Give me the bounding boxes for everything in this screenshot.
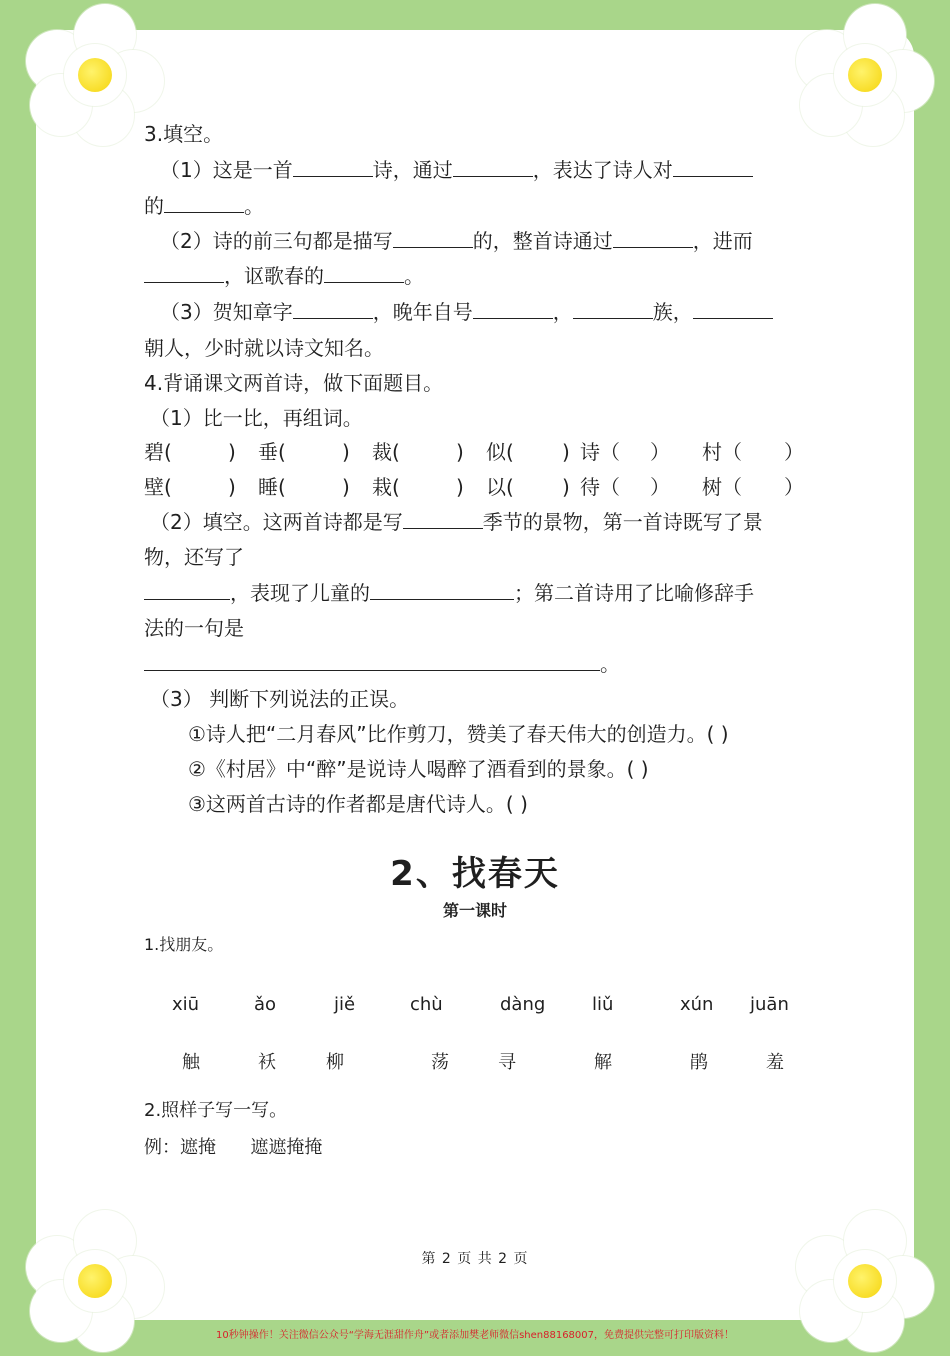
section4-sub3: （3） 判断下列说法的正误。: [150, 687, 410, 711]
section3-q3-line2: 朝人，少时就以诗文知名。: [144, 336, 384, 360]
pinyin: juān: [750, 994, 789, 1015]
section4-sub1: （1）比一比，再组词。: [150, 406, 363, 430]
blank[interactable]: [393, 227, 473, 248]
blank[interactable]: [370, 579, 514, 600]
blank[interactable]: [293, 156, 373, 177]
section4-sub2-line3: ，表现了儿童的 ；第二首诗用了比喻修辞手: [144, 579, 754, 607]
pinyin: xiū: [172, 994, 200, 1015]
judge-item-2: ②《村居》中“醉”是说诗人喝醉了酒看到的景象。( ): [188, 757, 649, 781]
section3-q3-line1: （3）贺知章字 ，晚年自号 ， 族，: [160, 298, 773, 326]
lesson-q2: 2.照样子写一写。: [144, 1100, 288, 1121]
blank[interactable]: [144, 650, 600, 671]
blank[interactable]: [473, 298, 553, 319]
section4-sub2-line1: （2）填空。这两首诗都是写 季节的景物，第一首诗既写了景: [150, 510, 763, 534]
judge-item-3: ③这两首古诗的作者都是唐代诗人。( ): [188, 792, 528, 816]
blank[interactable]: [693, 298, 773, 319]
blank[interactable]: [144, 262, 224, 283]
character: 寻: [498, 1052, 516, 1073]
flower-top-right: [790, 0, 940, 150]
blank[interactable]: [144, 579, 230, 600]
pinyin: liǔ: [592, 994, 614, 1015]
section3-heading: 3.填空。: [144, 122, 224, 146]
character: 鹃: [690, 1052, 708, 1073]
blank[interactable]: [164, 192, 244, 213]
section4-sub2-line4: 法的一句是: [144, 616, 244, 640]
section4-sub2-line5: 。: [144, 650, 620, 678]
section4-sub2-line2: 物，还写了: [144, 545, 244, 569]
character: 羞: [766, 1052, 784, 1073]
pinyin: jiě: [334, 994, 356, 1015]
page-number: 第 2 页 共 2 页: [421, 1251, 529, 1267]
blank[interactable]: [613, 227, 693, 248]
character: 柳: [326, 1052, 344, 1073]
lesson-subtitle: 第一课时: [442, 901, 507, 920]
section4-heading: 4.背诵课文两首诗，做下面题目。: [144, 371, 444, 395]
character: 荡: [431, 1052, 449, 1073]
pinyin: ǎo: [254, 994, 277, 1015]
pinyin: chù: [410, 994, 443, 1015]
character: 解: [594, 1052, 612, 1073]
blank[interactable]: [453, 156, 533, 177]
footer-notice: 10秒钟操作！关注微信公众号“学海无涯甜作舟”或者添加樊老师微信shen88168007，免费提供完整可打印版资料！: [215, 1330, 735, 1341]
blank[interactable]: [573, 298, 653, 319]
blank[interactable]: [324, 262, 404, 283]
blank[interactable]: [403, 508, 483, 529]
blank[interactable]: [673, 156, 753, 177]
character: 袄: [258, 1052, 276, 1073]
lesson-title: 2、找春天: [390, 854, 560, 894]
pinyin: dàng: [500, 994, 546, 1015]
lesson-example: 例：遮掩 遮遮掩掩: [144, 1137, 323, 1158]
lesson-q1: 1.找朋友。: [144, 935, 224, 954]
judge-item-1: ①诗人把“二月春风”比作剪刀，赞美了春天伟大的创造力。( ): [188, 722, 729, 746]
section3-q2-line2: ，讴歌春的 。: [144, 262, 424, 290]
character: 触: [182, 1052, 200, 1073]
section3-q2-line1: （2）诗的前三句都是描写 的，整首诗通过 ，进而: [160, 229, 753, 253]
section3-q1-line2: 的 。: [144, 194, 264, 218]
blank[interactable]: [293, 298, 373, 319]
section3-q1-line1: （1）这是一首 诗，通过 ，表达了诗人对: [160, 156, 753, 184]
pinyin: xún: [680, 994, 714, 1015]
